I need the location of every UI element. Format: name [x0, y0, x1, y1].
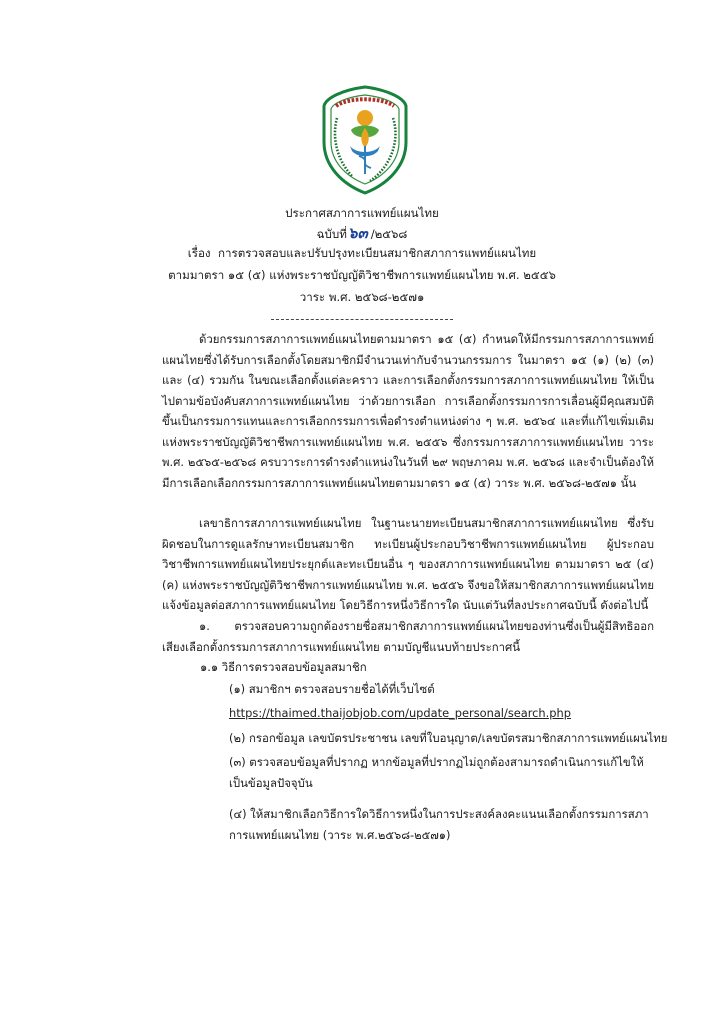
subject-line-2: ตามมาตรา ๑๕ (๕) แห่งพระราชบัญญัติวิชาชีพการแพทย์แผนไทย พ.ศ. ๒๕๕๖ — [168, 268, 556, 282]
subject-line — [150, 244, 574, 262]
website-url[interactable]: https://thaimed.thaijobjob.com/update_personal/search.php — [229, 706, 571, 720]
item-1 — [162, 616, 654, 657]
council-seal-logo — [318, 84, 412, 196]
step-3: (๓) ตรวจสอบข้อมูลที่ปรากฏ หากข้อมูลที่ปรากฏไม่ถูกต้องสามารถดำเนินการแก้ไขให้เป็นข้อมูลปัจจุบัน — [229, 755, 644, 790]
paragraph-2-text: เลขาธิการสภาการแพทย์แผนไทย ในฐานะนายทะเบียนสมาชิกสภาการแพทย์แผนไทย ซึ่งรับผิดชอบในการดูแลรักษาทะเบียนสมาชิก ทะเบียนผู้ประกอบวิชาชีพการแพทย์แผนไทย ผู้ประกอบวิชาชีพการแพทย์แผนไทยประยุกต์และทะเบียนอื่น ๆ ของสภาการแพทย์แผนไทย ตามมาตรา ๒๕ (๔) (ค) แห่งพระราชบัญญัติวิชาชีพการแพทย์แผนไทย พ.ศ. ๒๕๕๖ จึงขอให้สมาชิกสภาการแพทย์แผนไทยแจ้งข้อมูลต่อสภาการแพทย์แผนไทย โดยวิธีการหนึ่งวิธีการใด นับแต่วันที่ลงประกาศฉบับนี้ ดังต่อไปนี้ — [162, 516, 654, 612]
number-prefix: ฉบับที่ — [316, 227, 347, 241]
paragraph-1 — [162, 329, 654, 493]
step-4: (๔) ให้สมาชิกเลือกวิธีการใดวิธีการหนึ่งในการประสงค์ลงคะแนนเลือกตั้งกรรมการสภาการแพทย์แผนไทย (วาระ พ.ศ.๒๕๖๘-๒๕๗๑) — [229, 807, 649, 842]
handwritten-number: ๖๓ — [347, 224, 368, 242]
subject-text: การตรวจสอบและปรับปรุงทะเบียนสมาชิกสภาการแพทย์แผนไทย — [217, 246, 537, 260]
document-number — [150, 224, 574, 243]
subject-label: เรื่อง — [187, 246, 211, 260]
paragraph-2 — [162, 513, 654, 616]
number-suffix: /๒๕๖๘ — [370, 227, 408, 241]
announcement-title: ประกาศสภาการแพทย์แผนไทย — [285, 206, 439, 220]
website-link[interactable] — [229, 703, 571, 724]
step-1: (๑) สมาชิกฯ ตรวจสอบรายชื่อได้ที่เว็บไซต์ — [229, 682, 435, 696]
item-1-text: ๑. ตรวจสอบความถูกต้องรายชื่อสมาชิกสภาการแพทย์แผนไทยของท่านซึ่งเป็นผู้มีสิทธิออกเสียงเลือกตั้งกรรมการสภาการแพทย์แผนไทย ตามบัญชีแนบท้ายประกาศนี้ — [162, 619, 654, 654]
paragraph-1-text: ด้วยกรรมการสภาการแพทย์แผนไทยตามมาตรา ๑๕ (๕) กำหนดให้มีกรรมการสภาการแพทย์แผนไทยซึ่งได้รับการเลือกตั้งโดยสมาชิกมีจำนวนเท่ากับจำนวนกรรมการ ในมาตรา ๑๕ (๑) (๒) (๓) และ (๔) รวมกัน ในขณะเลือกตั้งแต่ละคราว และการเลือกตั้งกรรมการสภาการแพทย์แผนไทย ให้เป็นไปตามข้อบังคับสภาการแพทย์แผนไทย ว่าด้วยการเลือก การเลือกตั้งกรรมการการเลื่อนผู้มีคุณสมบัติขึ้นเป็นกรรมการแทนและการเลือกกรรมการเพื่อดำรงตำแหน่งต่าง ๆ พ.ศ. ๒๕๖๔ และที่แก้ไขเพิ่มเติม แห่งพระราชบัญญัติวิชาชีพการแพทย์แผนไทย พ.ศ. ๒๕๕๖ ซึ่งกรรมการสภาการแพทย์แผนไทย วาระ พ.ศ. ๒๕๖๕-๒๕๖๘ ครบวาระการดำรงตำแหน่งในวันที่ ๒๙ พฤษภาคม พ.ศ. ๒๕๖๘ และจำเป็นต้องให้มีการเลือกเลือกกรรมการสภาการแพทย์แผนไทยตามมาตรา ๑๕ (๕) วาระ พ.ศ. ๒๕๖๘-๒๕๗๑ นั้น — [162, 332, 654, 490]
item-1-1-heading: ๑.๑ วิธีการตรวจสอบข้อมูลสมาชิก — [200, 660, 367, 674]
dashed-divider — [271, 319, 453, 320]
subject-line-3: วาระ พ.ศ. ๒๕๖๘-๒๕๗๑ — [299, 290, 425, 304]
step-2: (๒) กรอกข้อมูล เลขบัตรประชาชน เลขที่ใบอนุญาต/เลขบัตรสมาชิกสภาการแพทย์แผนไทย — [229, 731, 668, 745]
